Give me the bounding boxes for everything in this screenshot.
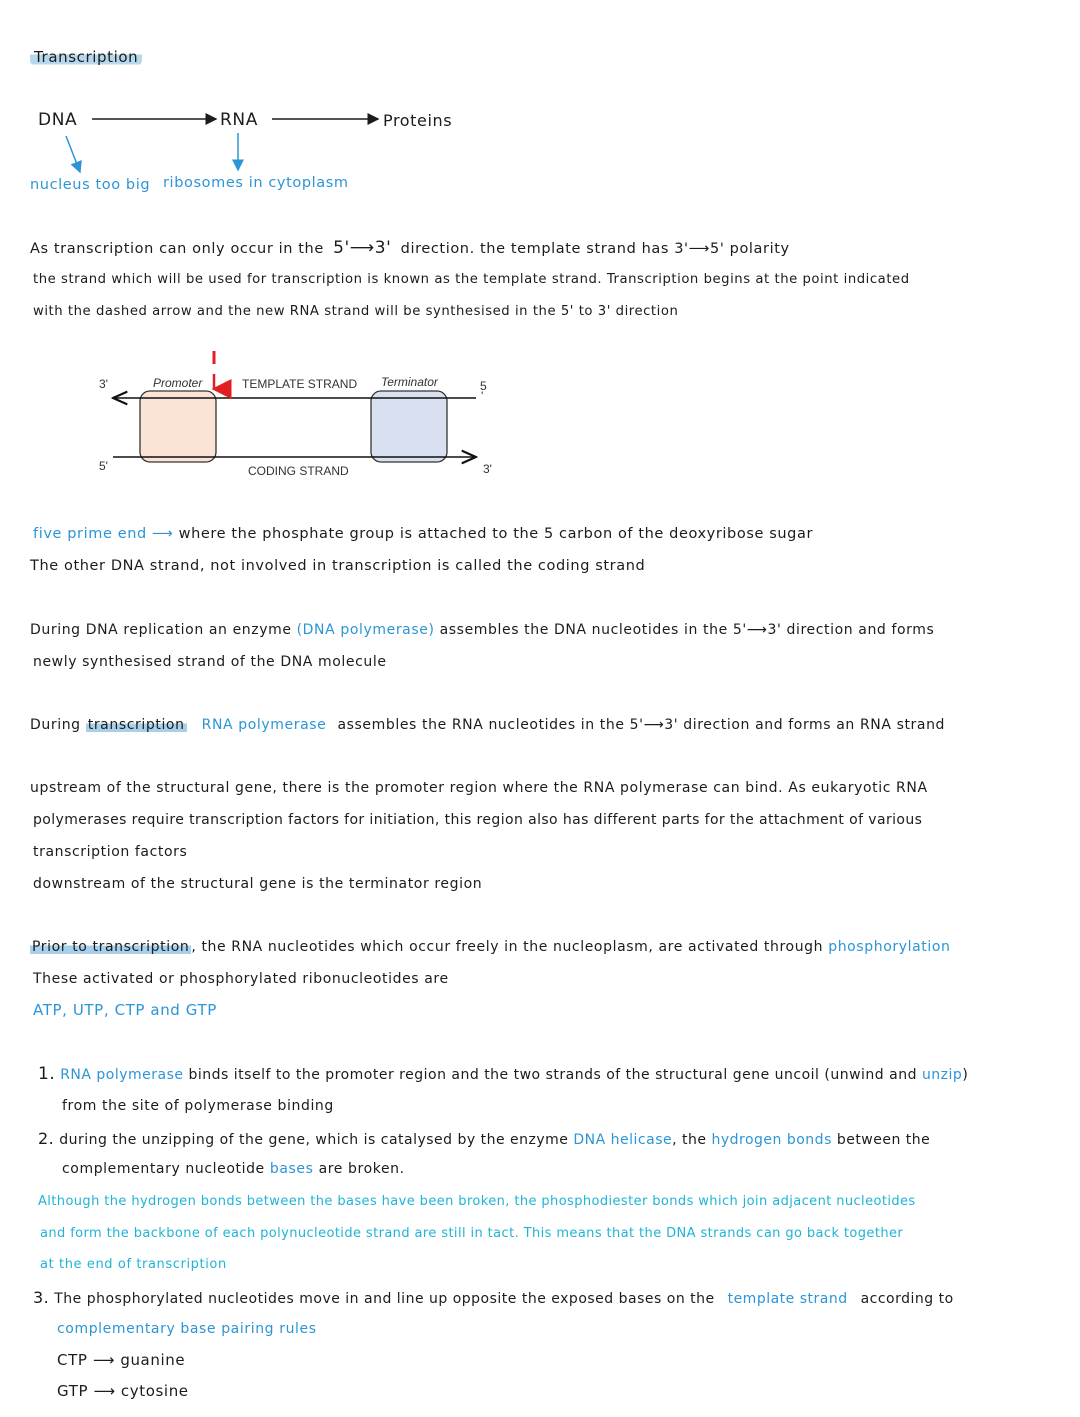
coding-strand-def: The other DNA strand, not involved in transcription is called the coding strand (30, 558, 646, 574)
prior-line-1: Prior to transcription , the RNA nucleotides which occur freely in the nucleoplasm, are activated through phosphorylation (32, 939, 951, 955)
note-ribosomes: ribosomes in cytoplasm (163, 175, 349, 191)
step-3-line-2: complementary base pairing rules (57, 1321, 317, 1337)
diagram-label-template: TEMPLATE STRAND (242, 377, 358, 391)
promoter-line-1: upstream of the structural gene, there is the promoter region where the RNA polymerase can bind. As eukaryotic RNA (30, 780, 928, 796)
pair-ctp: CTP ⟶ guanine (57, 1351, 186, 1369)
intro-line-1: As transcription can only occur in the 5'⟶3' direction. the template strand has 3'⟶5' polarity (30, 238, 790, 258)
step-1-line-2: from the site of polymerase binding (62, 1098, 334, 1114)
step-2-line-1: 2. during the unzipping of the gene, which is catalysed by the enzyme DNA helicase, the hydrogen bonds between the (38, 1129, 931, 1148)
step-2-line-2: complementary nucleotide bases are broken. (62, 1161, 405, 1177)
diagram-label-promoter: Promoter (153, 376, 203, 390)
diagram-label-5prime-top: 5 (480, 379, 487, 393)
flow-rna: RNA (220, 110, 258, 130)
promoter-line-3: transcription factors (33, 844, 188, 860)
diagram-label-3prime-bottom: 3' (483, 462, 492, 476)
note-line-2: and form the backbone of each polynucleotide strand are still in tact. This means that the DNA strands can go back together (40, 1226, 904, 1241)
blue-arrow-icon: ⟶ (152, 526, 174, 542)
diagram-label-5prime-top-mark: ' (481, 389, 484, 403)
intro-line-2: the strand which will be used for transcription is known as the template strand. Transcription begins at the point indicated (33, 272, 910, 287)
step-3-line-1: 3. The phosphorylated nucleotides move in and line up opposite the exposed bases on the template strand according to (33, 1288, 954, 1307)
dna-note-arrow (66, 136, 80, 172)
terminator-box (371, 391, 447, 462)
replication-line-1: During DNA replication an enzyme (DNA polymerase) assembles the DNA nucleotides in the 5'⟶3' direction and forms (30, 622, 935, 638)
flow-proteins: Proteins (383, 111, 453, 130)
note-line-1: Although the hydrogen bonds between the bases have been broken, the phosphodiester bonds which join adjacent nucleotides (38, 1194, 916, 1209)
transcription-line: During transcription RNA polymerase assembles the RNA nucleotides in the 5'⟶3' direction and forms an RNA strand (30, 717, 946, 733)
diagram-label-terminator: Terminator (381, 375, 438, 389)
page-title: Transcription (30, 48, 142, 66)
five-prime-line: five prime end ⟶ where the phosphate group is attached to the 5 carbon of the deoxyribose sugar (33, 526, 814, 542)
promoter-box (140, 391, 216, 462)
note-nucleus: nucleus too big (30, 177, 151, 193)
step-1-line-1: 1. RNA polymerase binds itself to the promoter region and the two strands of the structural gene uncoil (unwind and unzip) (38, 1064, 969, 1084)
diagram-label-5prime-bottom: 5' (99, 459, 108, 473)
promoter-line-2: polymerases require transcription factors for initiation, this region also has different parts for the attachment of various (33, 812, 923, 828)
flow-dna: DNA (38, 110, 78, 130)
replication-line-2: newly synthesised strand of the DNA molecule (33, 654, 387, 670)
pair-gtp: GTP ⟶ cytosine (57, 1382, 189, 1400)
prior-line-2: These activated or phosphorylated ribonucleotides are (33, 971, 449, 987)
diagram-label-3prime-top: 3' (99, 377, 108, 391)
promoter-line-4: downstream of the structural gene is the terminator region (33, 876, 483, 892)
diagram-label-coding: CODING STRAND (248, 464, 349, 478)
note-line-3: at the end of transcription (40, 1257, 227, 1272)
intro-line-3: with the dashed arrow and the new RNA strand will be synthesised in the 5' to 3' direction (33, 304, 679, 319)
prior-list: ATP, UTP, CTP and GTP (33, 1001, 217, 1019)
